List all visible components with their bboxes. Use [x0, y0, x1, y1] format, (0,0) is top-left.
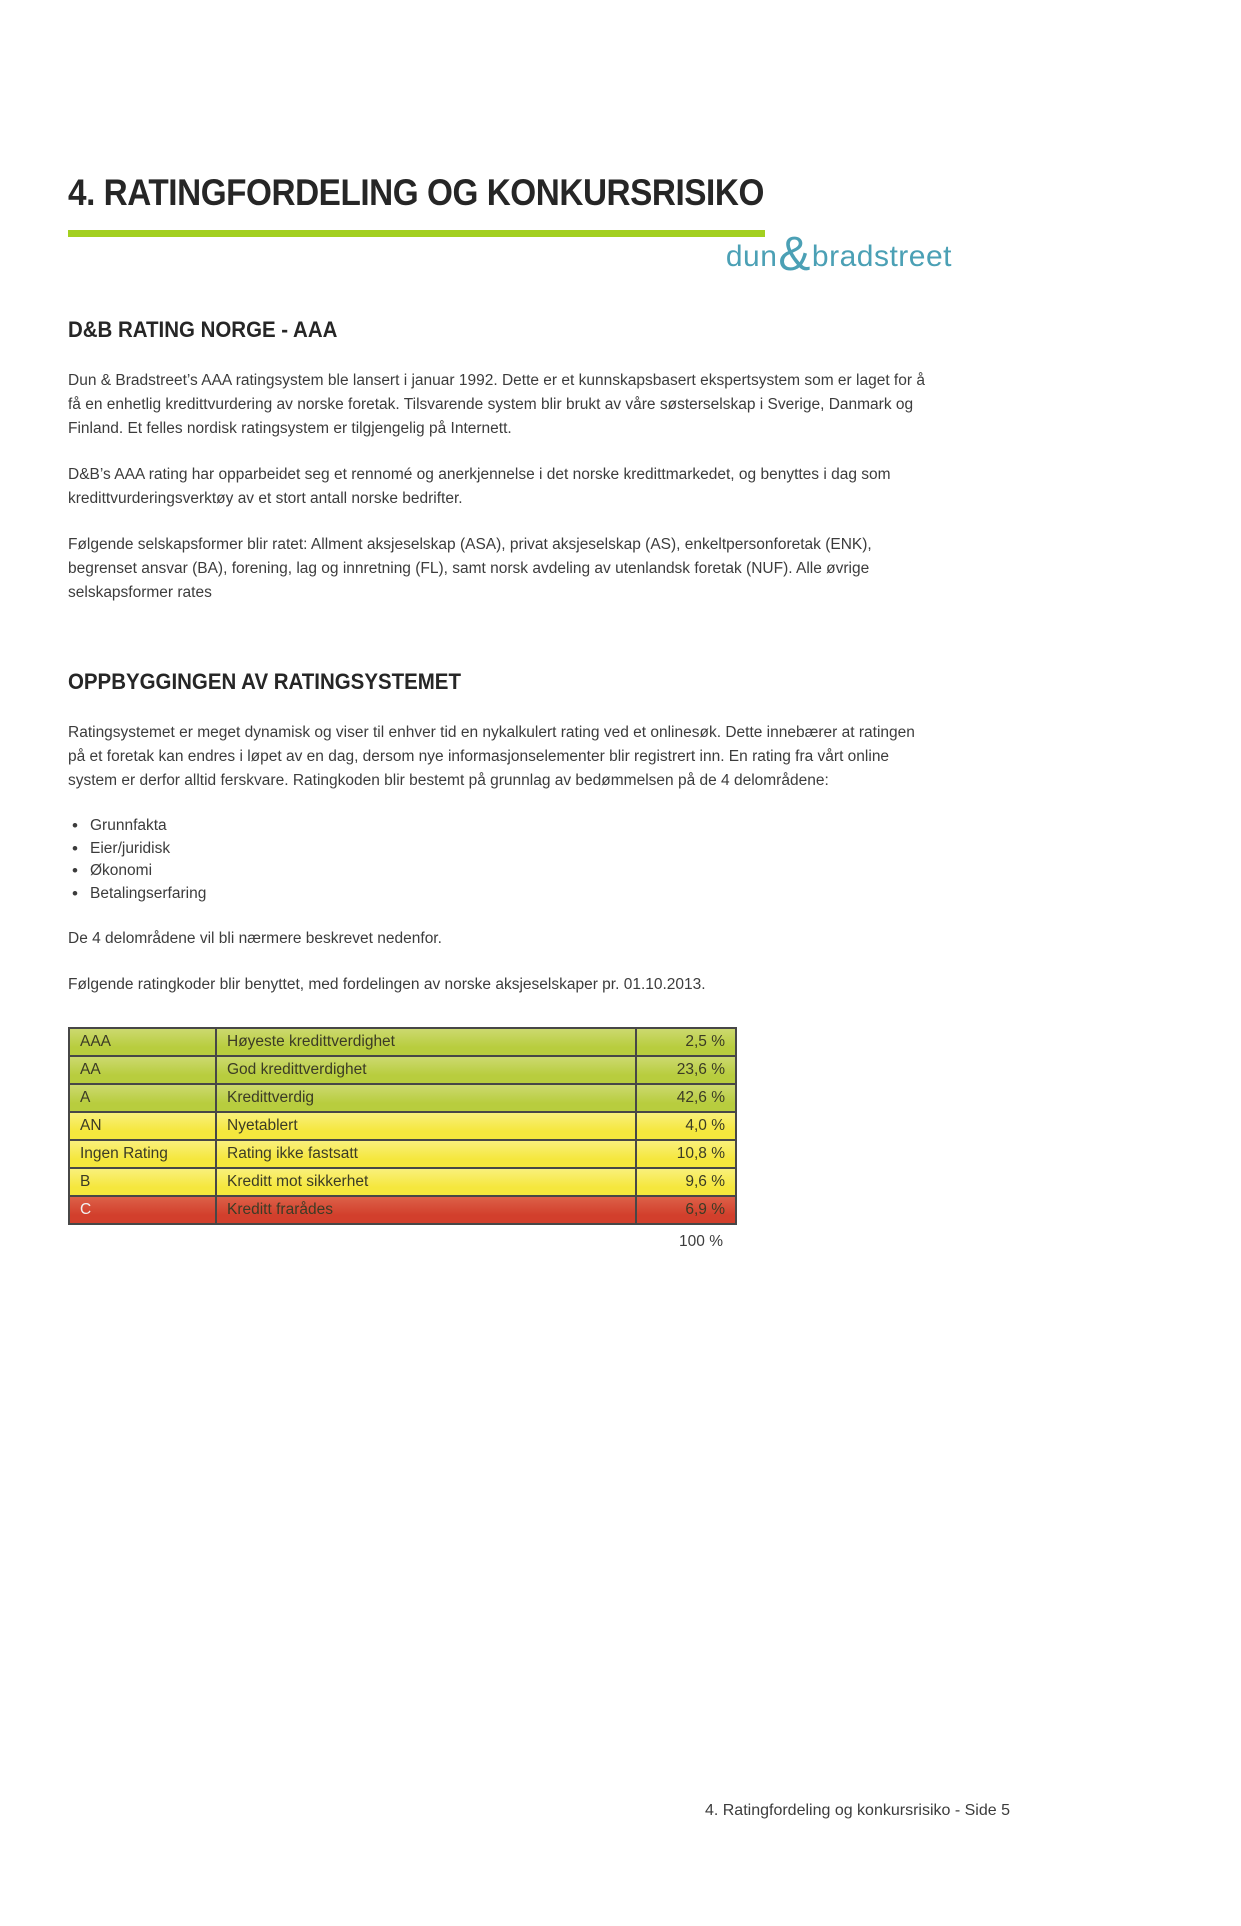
rating-description: Nyetablert — [216, 1112, 636, 1140]
rating-description: Høyeste kredittverdighet — [216, 1028, 636, 1056]
rating-percentage: 10,8 % — [636, 1140, 736, 1168]
rating-percentage: 23,6 % — [636, 1056, 736, 1084]
section-db-rating-norge — [68, 317, 1181, 605]
rating-percentage: 4,0 % — [636, 1112, 736, 1140]
rating-areas-list — [68, 815, 1181, 905]
total-percentage: 100 % — [679, 1233, 723, 1251]
paragraph: D&B’s AAA rating har opparbeidet seg et rennomé og anerkjennelse i det norske kredittmarkedet, og benyttes i dag som kredittvurderingsverktøy av et stort antall norske bedrifter. — [68, 466, 891, 508]
logo-text-bradstreet: bradstreet — [811, 240, 952, 273]
rating-description: Kreditt frarådes — [216, 1196, 636, 1224]
rating-code: C — [69, 1196, 216, 1224]
rating-description: Kreditt mot sikkerhet — [216, 1168, 636, 1196]
section-heading: D&B RATING NORGE - AAA — [68, 317, 338, 342]
rating-code: B — [69, 1168, 216, 1196]
document-page — [0, 172, 1241, 1926]
rating-code: AA — [69, 1056, 216, 1084]
rating-percentage: 6,9 % — [636, 1196, 736, 1224]
rating-percentage: 9,6 % — [636, 1168, 736, 1196]
rating-description: Rating ikke fastsatt — [216, 1140, 636, 1168]
paragraph: Følgende ratingkoder blir benyttet, med fordelingen av norske aksjeselskaper pr. 01.10.2013. — [68, 976, 706, 994]
bullet-item: • Eier/juridisk — [68, 838, 1181, 860]
dun-bradstreet-logo — [725, 228, 952, 281]
rating-code: AAA — [69, 1028, 216, 1056]
rating-description: God kredittverdighet — [216, 1056, 636, 1084]
bullet-item: • Økonomi — [68, 860, 1181, 882]
rating-code: Ingen Rating — [69, 1140, 216, 1168]
table-row — [69, 1056, 736, 1084]
page-footer: 4. Ratingfordeling og konkursrisiko - Side 5 — [704, 1802, 1010, 1819]
rating-code: AN — [69, 1112, 216, 1140]
logo-ampersand-icon: & — [778, 228, 811, 281]
rating-percentage: 2,5 % — [636, 1028, 736, 1056]
rating-distribution-table — [68, 1027, 737, 1225]
rating-description: Kredittverdig — [216, 1084, 636, 1112]
paragraph: De 4 delområdene vil bli nærmere beskrevet nedenfor. — [68, 930, 442, 948]
section-heading: OPPBYGGINGEN AV RATINGSYSTEMET — [68, 669, 461, 695]
paragraph: Ratingsystemet er meget dynamisk og viser til enhver tid en nykalkulert rating ved et onlinesøk. Dette innebærer at ratingen på et foretak kan endres i løpet av en dag, dersom nye informasjonselementer blir registrert inn. En rating fra vårt online system er derfor alltid ferskvare. Ratingkoden blir bestemt på grunnlag av bedømmelsen på de 4 delområdene: — [68, 724, 915, 790]
bullet-item: • Betalingserfaring — [68, 883, 1181, 905]
table-row — [69, 1196, 736, 1224]
table-row — [69, 1112, 736, 1140]
rating-code: A — [69, 1084, 216, 1112]
table-row — [69, 1168, 736, 1196]
section-oppbyggingen — [68, 669, 1181, 997]
page-title: 4. RATINGFORDELING OG KONKURSRISIKO — [68, 172, 764, 213]
table-row — [69, 1084, 736, 1112]
table-row — [69, 1140, 736, 1168]
bullet-item: • Grunnfakta — [68, 815, 1181, 837]
paragraph: Dun & Bradstreet’s AAA ratingsystem ble lansert i januar 1992. Dette er et kunnskapsbasert ekspertsystem som er laget for å få en enhetlig kredittvurdering av norske foretak. Tilsvarende system blir brukt av våre søsterselskap i Sverige, Danmark og Finland. Et felles nordisk ratingsystem er tilgjengelig på Internett. — [68, 372, 925, 438]
table-row — [69, 1028, 736, 1056]
rating-percentage: 42,6 % — [636, 1084, 736, 1112]
logo-text-dun: dun — [725, 240, 778, 273]
green-divider — [68, 230, 765, 237]
paragraph: Følgende selskapsformer blir ratet: Allment aksjeselskap (ASA), privat aksjeselskap (AS), enkeltpersonforetak (ENK), begrenset ansvar (BA), forening, lag og innretning (FL), samt norsk avdeling av utenlandsk foretak (NUF). Alle øvrige selskapsformer rates — [68, 536, 872, 602]
